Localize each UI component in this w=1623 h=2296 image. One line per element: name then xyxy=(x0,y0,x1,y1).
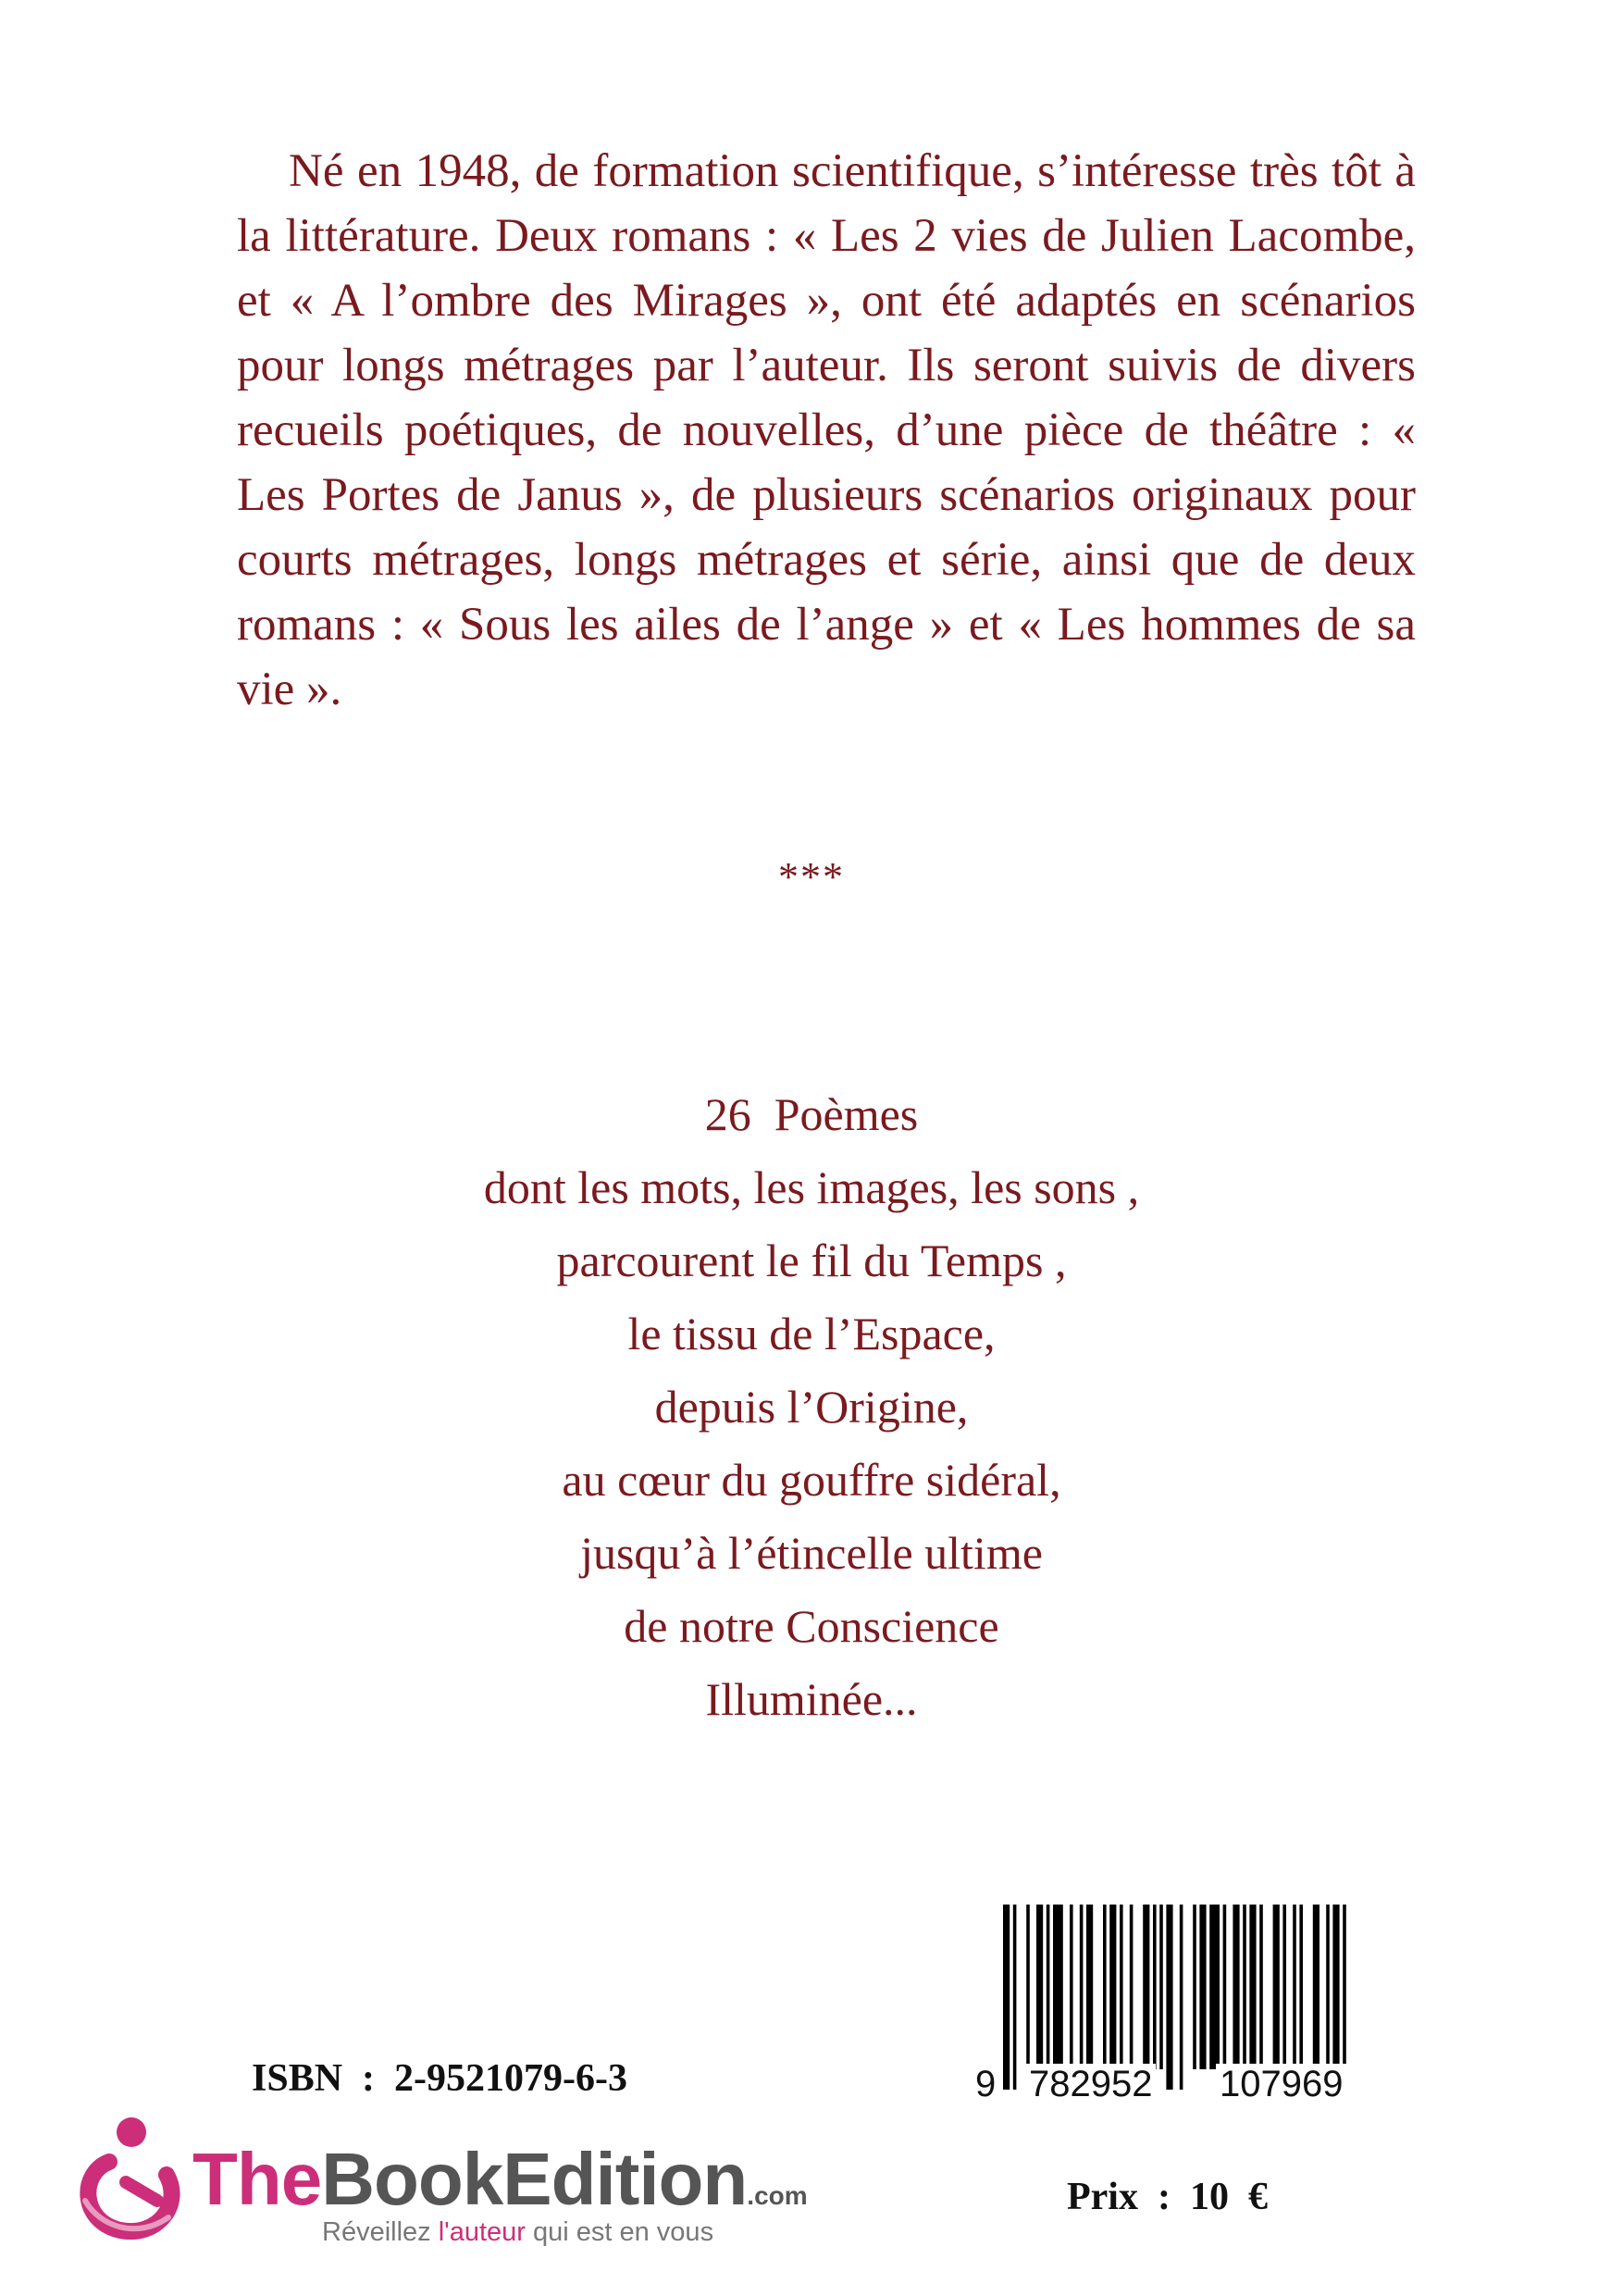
barcode-bar xyxy=(1313,1905,1319,2069)
poem-line: Illuminée... xyxy=(705,1673,918,1725)
price-label: Prix : 10 € xyxy=(1067,2176,1268,2218)
poem-line: au cœur du gouffre sidéral, xyxy=(562,1454,1061,1506)
barcode-bar xyxy=(1332,1905,1339,2090)
barcode-bar xyxy=(1293,1905,1296,2069)
barcode-bar xyxy=(1159,1905,1163,2069)
barcode-bar xyxy=(1109,1905,1116,2069)
poem-line: 26 Poèmes xyxy=(704,1088,919,1140)
barcode-bar xyxy=(1080,1905,1084,2069)
poem-line: dont les mots, les images, les sons , xyxy=(483,1161,1140,1213)
barcode-bar xyxy=(1013,1905,1017,2090)
publisher-tagline: Réveillez l'auteur qui est en vous xyxy=(322,2217,714,2247)
isbn-label: ISBN : 2-9521079-6-3 xyxy=(252,2057,627,2100)
barcode-bar xyxy=(1193,1905,1196,2069)
barcode-bar xyxy=(1273,1905,1280,2069)
barcode-bar xyxy=(1233,1905,1239,2069)
barcode-digit-lead: 9 xyxy=(972,2064,999,2105)
barcode-bar xyxy=(1120,1905,1123,2069)
barcode-bar xyxy=(1166,1905,1172,2090)
barcode-bars xyxy=(968,1905,1403,2090)
author-biography: Né en 1948, de formation scientifique, s’intéresse très tôt à la littérature. Deux romans : « Les 2 vies de Julien Lacombe, et « A l’ombre des Mirages », ont été adaptés en scénarios pour longs métrages par l’auteur. Ils seront suivis de divers recueils poétiques, de nouvelles, d’une pièce de théâtre : « Les Portes de Janus », de plusieurs scénarios originaux pour courts métrages, longs métrages et série, ainsi que de deux romans : « Sous les ailes de l’ange » et « Les hommes de sa vie ». xyxy=(237,145,1416,715)
barcode-bar xyxy=(1143,1905,1149,2069)
barcode-bar xyxy=(1223,1905,1227,2069)
barcode-bar xyxy=(1153,1905,1157,2069)
barcode-bar xyxy=(1326,1905,1330,2069)
barcode-bar xyxy=(1053,1905,1063,2069)
poem-line: jusqu’à l’étincelle ultime xyxy=(580,1527,1043,1579)
poem-line: de notre Conscience xyxy=(624,1600,999,1652)
barcode-bar xyxy=(1047,1905,1050,2069)
barcode-bar xyxy=(1299,1905,1303,2069)
barcode-bar xyxy=(1343,1905,1346,2090)
barcode-bar xyxy=(1199,1905,1206,2069)
publisher-name: TheBookEdition.com xyxy=(192,2138,808,2220)
barcode-bar xyxy=(1130,1905,1134,2069)
barcode-digits xyxy=(968,2064,1403,2108)
barcode-bar xyxy=(1003,1905,1010,2090)
publisher-logo-icon xyxy=(72,2108,192,2247)
barcode-bar xyxy=(1282,1905,1286,2069)
publisher-logo xyxy=(72,2108,831,2256)
barcode-bar xyxy=(1249,1905,1256,2069)
section-separator: *** xyxy=(778,854,845,900)
barcode-bar xyxy=(1103,1905,1107,2069)
poem-line: le tissu de l’Espace, xyxy=(627,1308,996,1359)
barcode-bar xyxy=(1070,1905,1073,2069)
barcode-bar xyxy=(1259,1905,1263,2069)
barcode-digits-right: 107969 xyxy=(1216,2064,1346,2105)
barcode-bar xyxy=(1086,1905,1093,2069)
barcode-bar xyxy=(1209,1905,1220,2069)
barcode-bar xyxy=(1036,1905,1043,2069)
barcode-bar xyxy=(1026,1905,1030,2069)
poem-line: depuis l’Origine, xyxy=(654,1381,969,1433)
barcode-bar xyxy=(1180,1905,1183,2090)
barcode-digits-left: 782952 xyxy=(1025,2064,1156,2105)
poem-blurb xyxy=(0,1078,1623,1736)
poem-line: parcourent le fil du Temps , xyxy=(556,1235,1067,1286)
barcode xyxy=(968,1905,1403,2108)
barcode-bar xyxy=(1243,1905,1246,2069)
